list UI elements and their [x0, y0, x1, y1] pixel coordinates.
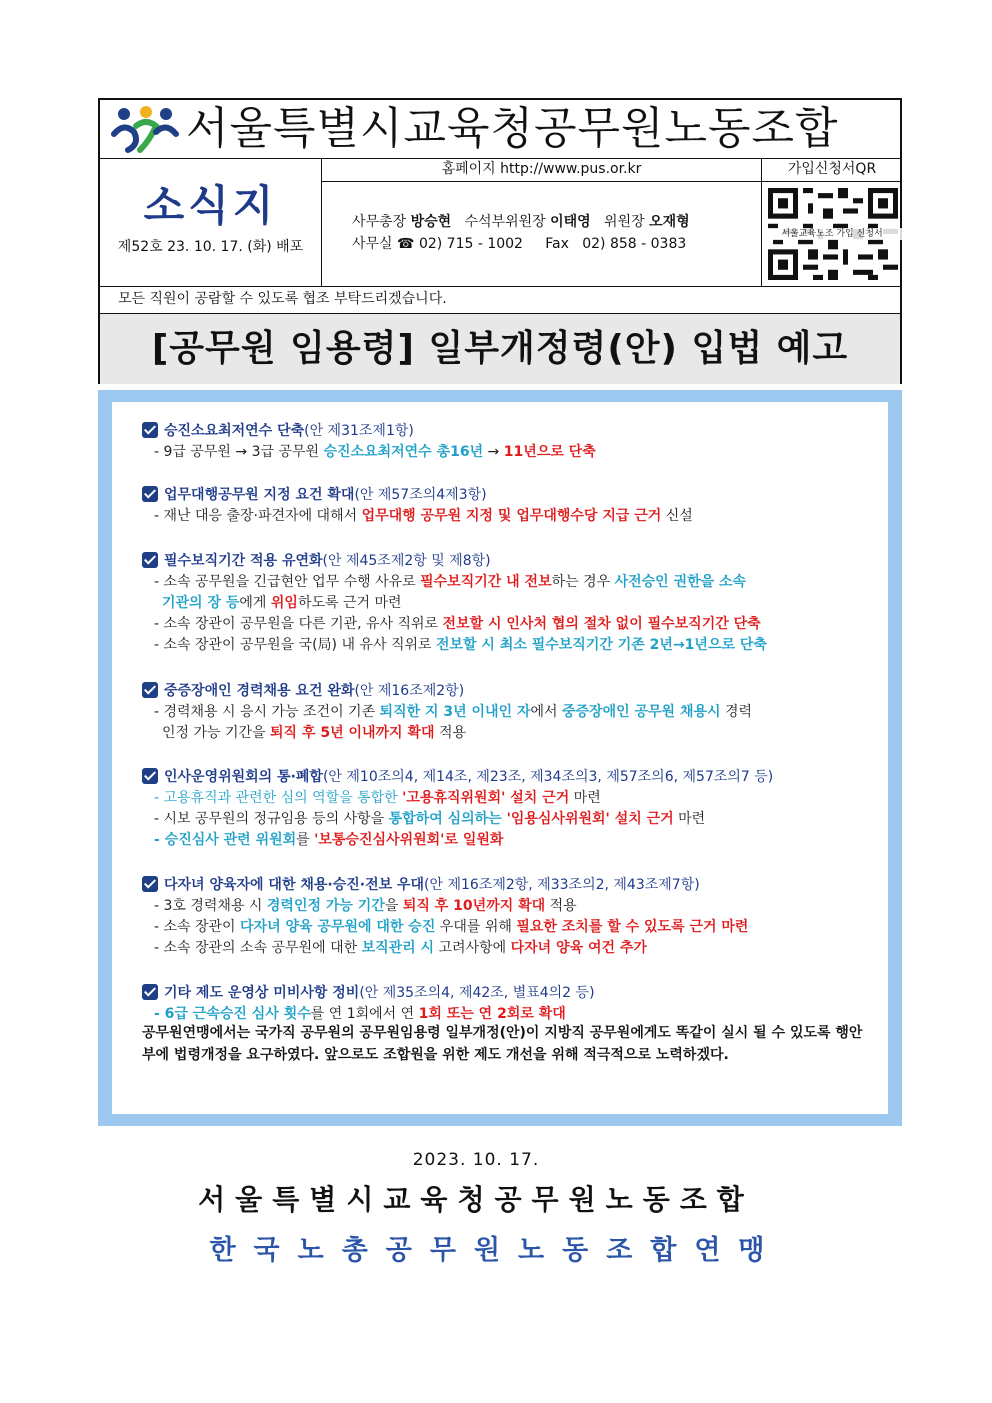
highlight-text: '임용심사위원회' 설치 근거	[506, 811, 674, 827]
text: - 재난 대응 출장·파견자에 대해서	[154, 508, 362, 524]
section-committee-merge	[142, 766, 872, 851]
phone-number: 02) 715 - 1002	[418, 236, 523, 252]
section-promotion-years	[142, 420, 872, 463]
office-label: 사무실	[352, 236, 393, 252]
checkbox-icon	[142, 552, 158, 568]
bullet-continuation	[142, 723, 872, 744]
highlight-text: '보통승진심사위원회'로 일원화	[314, 832, 504, 848]
section-title	[142, 484, 872, 506]
staff-name: 오재형	[649, 214, 690, 230]
title-text: 업무대행공무원 지정 요건 확대	[164, 487, 355, 503]
text: - 소속 장관이 공무원을 다른 기관, 유사 직위로	[154, 616, 443, 632]
title-text: 인사운영위원회의 통·폐합	[164, 769, 323, 785]
role-label: 사무총장	[352, 214, 407, 230]
publish-date: 2023. 10. 17.	[412, 1150, 540, 1170]
section-acting-officer	[142, 484, 872, 527]
highlight-text: 다자녀 양육 여건 추가	[510, 940, 647, 956]
text: →	[483, 444, 504, 460]
title-text: 승진소요최저연수 단축	[164, 423, 305, 439]
title-text: 다자녀 양육자에 대한 채용·승진·전보 우대	[164, 877, 425, 893]
highlight-text: 업무대행 공무원 지정 및 업무대행수당 지급 근거	[361, 508, 662, 524]
text: 적용	[434, 725, 467, 741]
info-row	[100, 158, 900, 287]
title-text: 중증장애인 경력채용 요건 완화	[164, 683, 355, 699]
section-misc	[142, 982, 872, 1025]
staff-line	[352, 212, 690, 232]
footer-org-name: 서울특별시교육청공무원노동조합	[198, 1183, 754, 1216]
highlight-text: 승진소요최저연수 총16년	[323, 444, 484, 460]
checkbox-icon	[142, 984, 158, 1000]
bullet-continuation	[142, 593, 872, 614]
text: - 소속 공무원을 긴급현안 업무 수행 사유로	[154, 574, 421, 590]
bullet-item	[142, 830, 872, 851]
highlight-text: 1회 또는 연 2회로 확대	[418, 1006, 566, 1022]
text: 우대를 위해	[435, 919, 517, 935]
text: 고려사항에	[434, 940, 511, 956]
text: 을	[384, 898, 403, 914]
org-title-row	[100, 100, 900, 159]
bullet-item	[142, 635, 872, 656]
staff-name: 방승현	[410, 214, 452, 230]
qr-caption: 서울교육노조 가입 신청서	[762, 228, 902, 240]
bullet-item	[142, 572, 872, 593]
section-title	[142, 420, 872, 442]
highlight-text: - 승진심사 관련 위원회	[154, 832, 297, 848]
title-text: 기타 제도 운영상 미비사항 정비	[164, 985, 360, 1001]
newsletter-title: 소식지	[143, 181, 278, 230]
fax-label: Fax	[545, 236, 569, 252]
section-title	[142, 680, 872, 702]
bullet-item	[142, 788, 872, 809]
title-ref: (안 제16조제2항, 제33조의2, 제43조제7항)	[424, 877, 700, 893]
highlight-text: 다자녀 양육 공무원에 대한 승진	[240, 919, 436, 935]
content-panel	[98, 390, 902, 1126]
text: - 소속 장관이 공무원을 국(局) 내 유사 직위로	[154, 637, 436, 653]
text: 적용	[545, 898, 577, 914]
highlight-text: 퇴직 후 10년까지 확대	[402, 898, 546, 914]
title-ref: (안 제45조제2항 및 제8항)	[322, 553, 491, 569]
text: 하도록 근거 마련	[297, 595, 402, 611]
bullet-item	[142, 809, 872, 830]
text: - 소속 장관이	[154, 919, 241, 935]
highlight-text: 필요한 조치를 할 수 있도록 근거 마련	[516, 919, 749, 935]
fax-number: 02) 858 - 0383	[582, 236, 687, 252]
checkbox-icon	[142, 486, 158, 502]
bullet-item	[142, 442, 872, 463]
text: - 시보 공무원의 정규임용 등의 사항을	[154, 811, 389, 827]
text: 신설	[661, 508, 693, 524]
phone-icon: ☎	[397, 236, 415, 252]
highlight-text: 퇴직 후 5년 이내까지 확대	[270, 725, 435, 741]
highlight-text: 기관의 장 등	[162, 595, 240, 611]
bullet-item	[142, 614, 872, 635]
highlight-text: - 6급 근속승진 심사 횟수	[154, 1006, 311, 1022]
title-ref: (안 제16조제2항)	[354, 683, 465, 699]
highlight-text: 퇴직한 지 3년 이내인 자	[379, 704, 531, 720]
staff-cell	[322, 182, 762, 286]
section-title	[142, 874, 872, 896]
checkbox-icon	[142, 682, 158, 698]
bullet-item	[142, 938, 872, 959]
title-ref: (안 제31조제1항)	[304, 423, 414, 439]
title-ref: (안 제57조의4제3항)	[354, 487, 487, 503]
role-label: 위원장	[604, 214, 645, 230]
section-title	[142, 766, 872, 788]
highlight-text: 경력인정 가능 기간	[266, 898, 385, 914]
text: - 고용휴직과 관련한 심의 역할을 통합한	[154, 790, 403, 806]
bullet-item	[142, 506, 872, 527]
closing-statement: 공무원연맹에서는 국가직 공무원의 공무원임용령 일부개정(안)이 지방직 공무원에게도 똑같이 실시 될 수 있도록 행안부에 법령개정을 요구하였다. 앞으로도 조합원을 위한 제도 개선을 위해 적극적으로 노력하겠다.	[142, 1025, 863, 1063]
highlight-text: →1년으로 단축	[672, 637, 767, 653]
staff-name: 이태영	[550, 214, 591, 230]
section-multichild	[142, 874, 872, 959]
newsletter-cell	[100, 158, 322, 286]
section-disabled-hiring	[142, 680, 872, 744]
text: - 3호 경력채용 시	[154, 898, 267, 914]
content-panel-inner	[112, 402, 888, 1114]
highlight-text: 필수보직기간 단축	[647, 616, 761, 632]
footer-federation-name: 한국노총공무원노동조합연맹	[209, 1235, 783, 1266]
title-ref: (안 제35조의4, 제42조, 별표4의2 등)	[359, 985, 595, 1001]
text: 에게	[239, 595, 271, 611]
highlight-text: 11년으로 단축	[503, 444, 596, 460]
checkbox-icon	[142, 876, 158, 892]
bullet-item	[142, 917, 872, 938]
role-label: 수석부위원장	[464, 214, 546, 230]
union-logo-icon	[110, 104, 180, 154]
highlight-text: 전보할 시 최소 필수보직기간 기존 2년	[435, 637, 673, 653]
bullet-item	[142, 702, 872, 723]
highlight-text: 필수보직기간 내 전보	[420, 574, 552, 590]
section-mandatory-period	[142, 550, 872, 656]
text: - 경력채용 시 응시 가능 조건이 기존	[154, 704, 380, 720]
checkbox-icon	[142, 422, 158, 438]
section-title	[142, 982, 872, 1004]
highlight-text: 사전승인 권한을 소속	[614, 574, 747, 590]
text: 경력	[720, 704, 753, 720]
highlight-text: 보직관리 시	[361, 940, 435, 956]
highlight-text: 중증장애인 공무원 채용시	[562, 704, 721, 720]
title-text: 필수보직기간 적용 유연화	[164, 553, 323, 569]
circulation-request: 모든 직원이 공람할 수 있도록 협조 부탁드리겠습니다.	[100, 286, 900, 314]
contact-line	[352, 234, 686, 254]
highlight-text: 위임	[270, 595, 298, 611]
issue-number: 제52호 23. 10. 17. (화) 배포	[117, 239, 304, 255]
text: 에서	[530, 704, 562, 720]
highlight-text: 전보할 시 인사처 협의 절차 없이	[442, 616, 648, 632]
text: - 소속 장관의 소속 공무원에 대한	[154, 940, 362, 956]
text: 하는 경우	[551, 574, 615, 590]
highlight-text: 통합하여 심의하는	[388, 811, 507, 827]
text: - 9급 공무원 → 3급 공무원	[154, 444, 324, 460]
checkbox-icon	[142, 768, 158, 784]
text: 를	[296, 832, 315, 848]
text: 마련	[673, 811, 706, 827]
newsletter-header	[98, 98, 902, 384]
bullet-item	[142, 896, 872, 917]
text: 인정 가능 기간을	[162, 725, 271, 741]
qr-code-cell[interactable]	[762, 182, 902, 286]
org-title: 서울특별시교육청공무원노동조합	[186, 103, 839, 154]
text: 를 연 1회에서 연	[310, 1006, 419, 1022]
text: 마련	[569, 790, 601, 806]
qr-label: 가입신청서QR	[762, 158, 902, 182]
highlight-text: '고용휴직위원회' 설치 근거	[402, 790, 570, 806]
title-ref: (안 제10조의4, 제14조, 제23조, 제34조의3, 제57조의6, 제57조의7 등)	[322, 769, 774, 785]
homepage-link[interactable]: 홈페이지 http://www.pus.or.kr	[322, 158, 762, 182]
section-title	[142, 550, 872, 572]
headline: [공무원 임용령] 일부개정령(안) 입법 예고	[100, 314, 900, 384]
